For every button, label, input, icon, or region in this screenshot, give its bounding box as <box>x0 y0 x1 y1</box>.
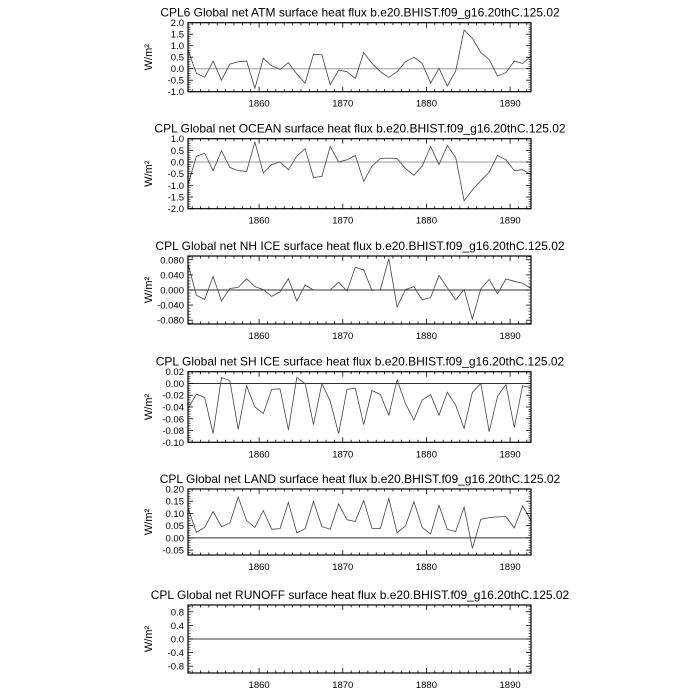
y-tick-label: -1.0 <box>167 87 184 99</box>
y-axis-label: W/m² <box>143 276 155 304</box>
y-tick-label: 0.000 <box>160 285 184 297</box>
data-series-line <box>188 259 531 320</box>
data-series-line <box>188 378 531 434</box>
y-tick-label: 1.5 <box>170 29 184 41</box>
y-tick-label: -1.5 <box>167 192 184 204</box>
x-tick-label: 1890 <box>499 449 521 461</box>
x-tick-label: 1890 <box>499 98 521 110</box>
panel-nh-ice <box>143 239 565 342</box>
y-tick-label: 0.00 <box>165 533 184 545</box>
y-tick-label: 0.080 <box>160 255 184 267</box>
y-tick-label: 0.5 <box>170 145 184 157</box>
y-tick-label: -0.10 <box>162 437 184 449</box>
panel-title: CPL Global net LAND surface heat flux b.e20.BHIST.f09_g16.20thC.125.02 <box>159 472 561 486</box>
x-tick-label: 1880 <box>415 680 437 691</box>
y-tick-label: 0.00 <box>165 378 184 390</box>
y-tick-label: -0.05 <box>162 545 184 557</box>
y-tick-label: -0.5 <box>167 75 184 87</box>
y-tick-label: 0.10 <box>165 508 184 520</box>
panel-ocean <box>143 122 566 227</box>
y-tick-label: 0.05 <box>165 521 184 533</box>
x-tick-label: 1860 <box>248 562 270 573</box>
y-tick-label: 0.4 <box>170 620 184 632</box>
x-tick-label: 1890 <box>499 562 521 573</box>
plot-frame <box>188 23 531 92</box>
y-tick-label: 0.0 <box>170 634 184 646</box>
panel-title: CPL6 Global net ATM surface heat flux b.e20.BHIST.f09_g16.20thC.125.02 <box>160 5 560 20</box>
x-tick-label: 1890 <box>499 215 521 227</box>
y-tick-label: 0.8 <box>170 607 184 619</box>
panel-title: CPL Global net SH ICE surface heat flux b.e20.BHIST.f09_g16.20thC.125.02 <box>155 354 565 369</box>
y-tick-label: -0.5 <box>167 169 184 181</box>
x-tick-label: 1870 <box>332 331 354 342</box>
y-tick-label: 1.0 <box>170 134 184 146</box>
data-series-line <box>188 497 531 548</box>
y-tick-label: -0.4 <box>167 648 184 660</box>
y-tick-label: -0.080 <box>157 315 184 327</box>
y-axis-label: W/m² <box>143 160 155 187</box>
x-tick-label: 1860 <box>248 449 270 461</box>
panel-title: CPL Global net NH ICE surface heat flux b.e20.BHIST.f09_g16.20thC.125.02 <box>155 239 565 253</box>
x-tick-label: 1870 <box>332 562 354 573</box>
y-tick-label: 2.0 <box>170 18 184 30</box>
y-tick-label: 0.0 <box>170 64 184 76</box>
panel-runoff <box>143 588 570 691</box>
panel-title: CPL Global net RUNOFF surface heat flux b.e20.BHIST.f09_g16.20thC.125.02 <box>150 588 570 602</box>
x-tick-label: 1870 <box>332 680 354 691</box>
x-tick-label: 1880 <box>415 331 437 342</box>
y-tick-label: -0.04 <box>162 402 184 414</box>
y-tick-label: 0.20 <box>165 484 184 496</box>
y-tick-label: 0.5 <box>170 52 184 64</box>
x-tick-label: 1890 <box>499 680 521 691</box>
data-series-line <box>188 30 531 88</box>
plot-frame <box>188 489 531 555</box>
x-tick-label: 1860 <box>248 215 270 227</box>
panel-atm <box>143 6 560 110</box>
x-tick-label: 1860 <box>248 680 270 691</box>
y-tick-label: 0.040 <box>160 270 184 282</box>
y-axis-label: W/m² <box>143 625 155 653</box>
data-series-line <box>188 142 531 201</box>
x-tick-label: 1870 <box>332 215 354 227</box>
y-tick-label: 0.15 <box>165 496 184 508</box>
x-tick-label: 1860 <box>248 331 270 342</box>
y-tick-label: -0.040 <box>157 300 184 312</box>
x-tick-label: 1880 <box>415 562 437 573</box>
y-tick-label: 0.0 <box>170 157 184 169</box>
panel-sh-ice <box>143 355 565 461</box>
y-tick-label: -0.06 <box>162 414 184 426</box>
y-axis-label: W/m² <box>143 508 155 536</box>
x-tick-label: 1870 <box>332 98 354 110</box>
plot-frame <box>188 139 531 209</box>
panel-land <box>143 472 561 573</box>
y-tick-label: -0.08 <box>162 426 184 438</box>
x-tick-label: 1860 <box>248 98 270 110</box>
x-tick-label: 1880 <box>415 449 437 461</box>
x-tick-label: 1880 <box>415 98 437 110</box>
y-tick-label: 0.02 <box>165 367 184 379</box>
x-tick-label: 1870 <box>332 449 354 461</box>
y-tick-label: -0.8 <box>167 661 184 673</box>
y-axis-label: W/m² <box>143 393 155 421</box>
y-tick-label: -1.0 <box>167 180 184 192</box>
panel-title: CPL Global net OCEAN surface heat flux b.e20.BHIST.f09_g16.20thC.125.02 <box>154 121 566 136</box>
x-tick-label: 1880 <box>415 215 437 227</box>
x-tick-label: 1890 <box>499 331 521 342</box>
y-axis-label: W/m² <box>143 44 155 71</box>
y-tick-label: -2.0 <box>167 204 184 216</box>
y-tick-label: -0.02 <box>162 390 184 402</box>
y-tick-label: 1.0 <box>170 41 184 53</box>
